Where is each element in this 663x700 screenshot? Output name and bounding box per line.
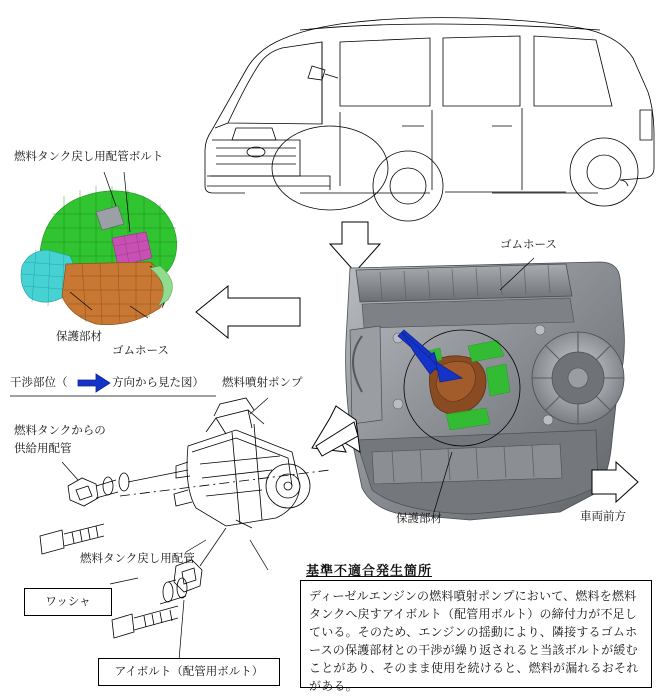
label-interference-part-suffix: 方向から見た図）: [112, 377, 204, 389]
label-rubber-hose-right: ゴムホース: [500, 239, 557, 251]
label-tank-return-pipe: 燃料タンク戻し用配管: [80, 553, 195, 565]
blue-arrow-glyph: [78, 374, 110, 392]
label-washer: ワッシャ: [45, 595, 91, 608]
label-washer-box: [24, 588, 112, 616]
note-title: 基準不適合発生箇所: [306, 563, 433, 578]
arrow-van-to-engine: [330, 222, 380, 272]
label-vehicle-front: 車両前方: [580, 511, 626, 523]
van-highlight-circle: [272, 126, 388, 210]
van-illustration: [205, 18, 654, 221]
label-interference-part-prefix: 干渉部位（: [10, 377, 68, 389]
note-body: ディーゼルエンジンの燃料噴射ポンプにおいて、燃料を燃料タンクへ戻すアイボルト（配管用ボルト）の締付力が不足している。そのため、エンジンの揺動により、隣接するゴムホースの保護部材との干渉が繰り返されると当該ボルトが緩むことがあり、そのまま使用を続けると、燃料が漏れるおそれがある。: [309, 589, 639, 693]
fe-mesh-model: [21, 186, 178, 325]
label-tank-return-pipe-bolt: 燃料タンク戻し用配管ボルト: [14, 151, 164, 163]
note-box: [300, 580, 652, 693]
label-eye-bolt: アイボルト（配管用ボルト）: [114, 665, 264, 678]
engine-photo: [346, 262, 625, 520]
label-protective-material-bottom: 保護部材: [396, 513, 442, 525]
label-rubber-hose-left: ゴムホース: [112, 345, 169, 357]
arrow-engine-to-model: [196, 286, 300, 338]
label-supply-pipe-line1: 燃料タンクからの: [14, 425, 106, 437]
label-eye-bolt-box: [98, 658, 280, 686]
label-fuel-injection-pump: 燃料噴射ポンプ: [222, 377, 303, 389]
label-supply-pipe-line2: 供給用配管: [14, 443, 72, 455]
label-protective-material-top: 保護部材: [56, 331, 102, 343]
